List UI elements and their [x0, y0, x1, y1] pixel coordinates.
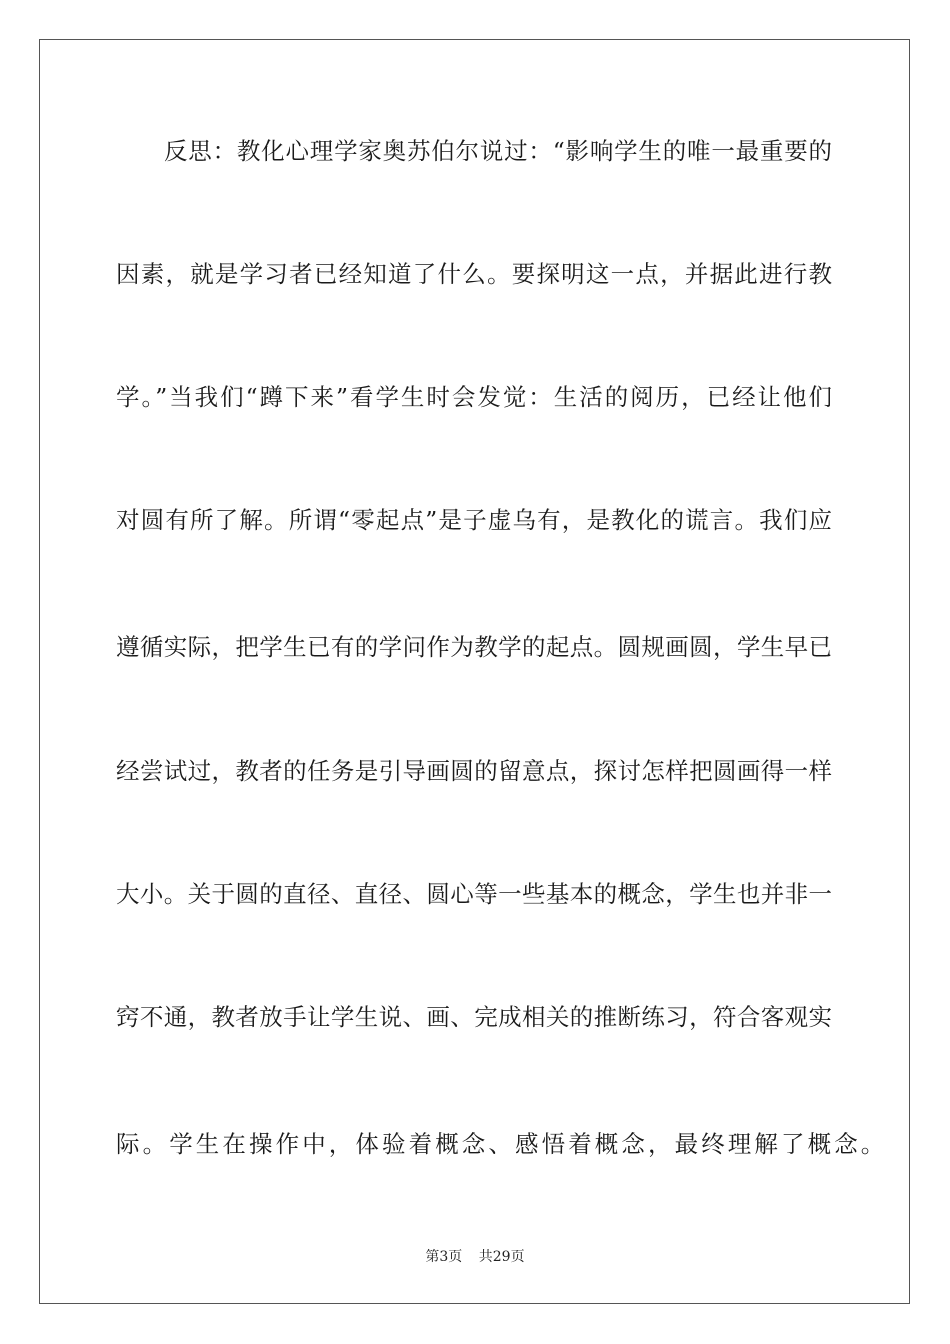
page-footer — [0, 1247, 950, 1267]
paragraph-line-4: 对圆有所了解。所谓“零起点”是子虚乌有，是教化的谎言。我们应 — [116, 506, 832, 534]
paragraph-line-5: 遵循实际，把学生已有的学问作为教学的起点。圆规画圆，学生早已 — [116, 633, 832, 661]
paragraph-line-2: 因素，就是学习者已经知道了什么。要探明这一点，并据此进行教 — [116, 260, 832, 288]
total-pages-label: 共29页 — [478, 1249, 525, 1265]
current-page-label: 第3页 — [425, 1249, 463, 1265]
paragraph-line-3: 学。”当我们“蹲下来”看学生时会发觉：生活的阅历，已经让他们 — [116, 383, 832, 411]
paragraph-line-8: 窍不通，教者放手让学生说、画、完成相关的推断练习，符合客观实 — [116, 1003, 832, 1031]
paragraph-line-1: 反思：教化心理学家奥苏伯尔说过：“影响学生的唯一最重要的 — [164, 137, 832, 165]
paragraph-line-6: 经尝试过，教者的任务是引导画圆的留意点，探讨怎样把圆画得一样 — [116, 757, 832, 785]
page-frame — [39, 39, 910, 1304]
paragraph-line-7: 大小。关于圆的直径、直径、圆心等一些基本的概念，学生也并非一 — [116, 880, 832, 908]
paragraph-line-9: 际。学生在操作中，体验着概念、感悟着概念，最终理解了概念。 — [116, 1130, 888, 1158]
